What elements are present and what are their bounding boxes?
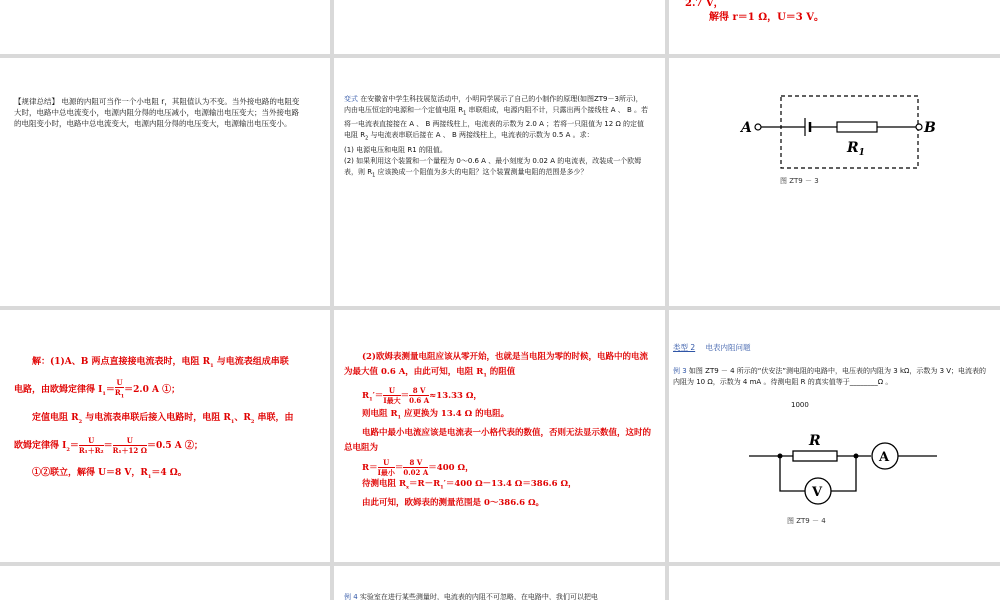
example3-body: 如图 ZT9 － 4 所示的“伏安法”测电阻的电路中，电压表的内阻为 3 kΩ，示数为 3 V；电流表的内阻为 10 Ω，示数为 4 mA 。待测电阻 R 的真实值等于 [673, 367, 987, 386]
variant-intro2: 串联组成，电源内阻不计，只露出两个接线柱 A 、 B 。若将一电流表直接接在 A 、 B 两接线柱上，电流表的示数为 2.0 A ；若将一只阻值为 12 Ω 的定值电阻 R [344, 106, 648, 140]
variant-q2b: 应该换成一个阻值为多大的电阻？这个装置测量电阻的范围是多少？ [375, 167, 588, 176]
variant-intro: 在安徽省中学生科技展览活动中，小明同学展示了自己的小制作的原理(如图ZT9－3所示)，内由电压恒定的电源和一个定值电阻 R [344, 95, 643, 114]
slide-bottom-middle [334, 566, 665, 600]
variant-q2-sub: 1 [372, 172, 376, 179]
sol2-p3: 电路中最小电流应该是电流表一小格代表的数值，否则无法显示数值，这时的总电阻为 [344, 428, 652, 454]
ammeter-label: A [879, 450, 890, 465]
solution-2-text [344, 350, 656, 511]
slide-solution-1 [0, 310, 330, 562]
figure-4-caption: 图 ZT9 － 4 [787, 517, 826, 525]
sol2-eq1: $R_1'=$ U I最大 ＝ $\frac{8 V}{0.6 A}$ ≈13.33 Ω， [362, 385, 482, 405]
summary-label: 【规律总结】 [14, 97, 59, 106]
resistor-r1 [837, 122, 877, 132]
sol2-p4: 待测电阻 $R_x=R-R_1'=400$ Ω－13.4 Ω＝386.6 Ω， [362, 479, 577, 491]
slide-figure-3 [669, 58, 1000, 306]
circuit-diagram-zt9-3 [669, 58, 1000, 306]
terminal-a [755, 124, 761, 130]
terminal-a-label: A [741, 120, 752, 136]
slide-top-left [0, 0, 330, 54]
sol1-line1: 解：(1)A、B 两点直接接电流表时，电阻 $R_1$ 与电流表组成串联 [32, 357, 289, 369]
sol1-line5: ①②联立，解得 U＝8 V，$R_1=4$ Ω。 [32, 468, 187, 481]
slide-bottom-left [0, 566, 330, 600]
slide-bottom-right [669, 566, 1000, 600]
type2-label: 类型 2 [673, 343, 696, 352]
top-right-line1: 2.7 V， [685, 0, 724, 9]
terminal-b [916, 124, 922, 130]
voltmeter-label: V [812, 485, 823, 500]
slide-solution-2 [334, 310, 665, 562]
slide-variant [334, 58, 665, 306]
example3-unit: Ω 。 [877, 378, 893, 386]
variant-intro-sub: 1 [463, 110, 467, 117]
example4-text [344, 592, 664, 600]
sol2-eq2: R＝ U I最小 ＝ $\frac{8 V}{0.02 A}$ ＝400 Ω， [362, 458, 474, 478]
example4-body: 实验室在进行某些测量时，电流表的内阻不可忽略，在电路中，我们可以把电 [359, 593, 598, 600]
summary-body: 电源的内阻可当作一个小电阻 r，其阻值认为不变。当外接电路的电阻变大时，电路中总电流变小，电源内阻分得的电压减小，电源输出电压变大；当外接电路的电阻变小时，电路中总电流变大，电源内阻分得的电压变大，电源输出电压变小。 [14, 97, 300, 128]
slide-top-right [669, 0, 1000, 54]
variant-label: 变式 [344, 95, 358, 103]
top-right-line2: 解得 r＝1 Ω，U＝3 V。 [709, 12, 825, 23]
sol2-p1: (2)欧姆表测量电阻应该从零开始，也就是当电阻为零的时候，电路中的电流为最大值 0.6 A，由此可知，电阻 $R_1$ 的阻值 [344, 352, 648, 379]
variant-q1: (1) 电源电压和电阻 R1 的阻值。 [344, 145, 447, 154]
example4-label: 例 4 [344, 593, 358, 600]
terminal-b-label: B [924, 120, 936, 136]
sol1-line2: 电路，由欧姆定律得 $I_1=$ $\frac{U}{R_1}$ ＝2.0 A ①； [14, 377, 181, 400]
sol2-p2: 则电阻 $R_1$ 应更换为 13.4 Ω 的电阻。 [362, 409, 510, 422]
variant-intro2-sub: 2 [365, 135, 369, 142]
example3-blank: ________ [849, 378, 878, 386]
slide-top-middle [334, 0, 665, 54]
resistor-r [793, 451, 837, 461]
variant-q2: (2) 如果利用这个装置和一个量程为 0～0.6 A 、最小刻度为 0.02 A 的电流表，改装成一个欧姆表，则 R [344, 156, 642, 176]
example3-answer: 1000 [791, 401, 809, 409]
figure-3-caption: 图 ZT9 － 3 [780, 177, 819, 185]
circuit-diagram-zt9-4 [669, 310, 1000, 562]
example3-label: 例 3 [673, 367, 687, 375]
slide-summary [0, 58, 330, 306]
sol1-line4: 欧姆定律得 $I_2=$ $\frac{U}{\text{R₁＋R₂}}$ ＝ $\frac{U}{\text{R₁＋12 Ω}}$ ＝0.5 A ②； [14, 435, 203, 455]
slide-example-3 [669, 310, 1000, 562]
type2-title: 电表内阻问题 [705, 343, 751, 352]
sol1-line3: 定值电阻 $R_2$ 与电流表串联后接入电路时，电阻 $R_1$、$R_2$ 串联，由 [32, 412, 294, 425]
variant-intro3: 与电流表串联后接在 A 、 B 两接线柱上，电流表的示数为 0.5 A 。求： [368, 131, 594, 140]
summary-text [14, 96, 304, 129]
resistor-label: $R_1$ [847, 140, 865, 158]
variant-text [344, 94, 649, 181]
resistor-label: R [809, 433, 821, 449]
sol2-p5: 由此可知，欧姆表的测量范围是 0～386.6 Ω。 [362, 497, 545, 508]
solution-1-text [14, 350, 320, 489]
